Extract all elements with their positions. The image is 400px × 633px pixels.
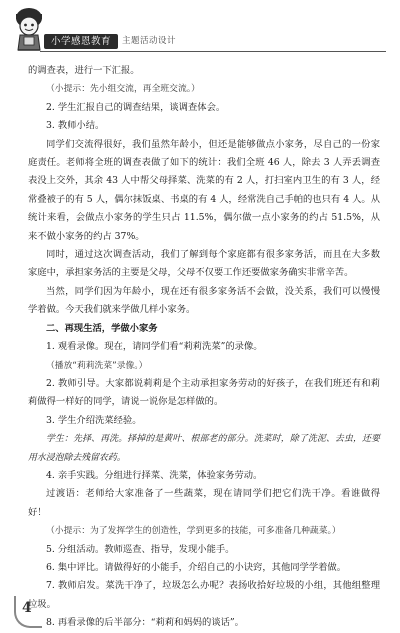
page-number: 4 [22, 600, 32, 616]
transition-text: 过渡语：老师给大家准备了一些蔬菜，现在请同学们把它们洗干净。看谁做得好！ [28, 488, 380, 518]
step-item: 3. 教师小结。 [46, 120, 105, 132]
paragraph: 同时，通过这次调查活动，我们了解到每个家庭都有很多家务活，而且在大多数家庭中，承担家务活的主要是父母，父母不仅要工作还要做家务确实非常辛苦。 [28, 249, 380, 279]
section-heading: 二、再现生活，学做小家务 [46, 322, 158, 334]
header-title: 小学感恩教育 [44, 34, 118, 49]
student-answer: 学生：先择、再洗。择掉的是黄叶、根部老的部分。洗菜时，除了洗泥、去虫，还要用水浸泡除去残留农药。 [28, 434, 380, 463]
page-body [28, 62, 380, 633]
paragraph: 当然，同学们因为年龄小，现在还有很多家务活不会做，没关系，我们可以慢慢学着做。今天我们就来学做几样小家务。 [28, 285, 380, 316]
step-item: 4. 亲手实践。分组进行择菜、洗菜，体验家务劳动。 [46, 469, 263, 481]
step-item: 2. 教师引导。大家都说莉莉是个主动承担家务劳动的好孩子，在我们班还有和莉莉做得一样好的同学，请说一说你是怎样做的。 [28, 377, 380, 408]
tip-note: （小提示：先小组交流，再全班交流。） [46, 84, 200, 95]
tip-note: （小提示：为了发挥学生的创造性，学到更多的技能，可多准备几种蔬菜。） [46, 526, 341, 537]
page-header [0, 0, 400, 58]
step-item: 7. 教师启发。菜洗干净了，垃圾怎么办呢？表扬收拾好垃圾的小组，其他组整理垃圾。 [28, 580, 380, 610]
step-item: 3. 学生介绍洗菜经验。 [46, 414, 142, 426]
paragraph: 同学们交流得很好，我们虽然年龄小，但还是能够做点小家务，尽自己的一份家庭责任。老师将全班的调查表做了如下的统计：我们全班 46 人，除去 3 人弄丢调查表没上交外，其余 43 人中帮父母择菜、洗菜的有 2 人，打扫室内卫生的有 3 人，经常叠被子的有 5 人，偶尔抹饭桌、书桌的有 4 人，经常洗自己手帕的也只有 4 人。从统计来看，会做点小家务的学生只占 11.5%，偶尔做一点小家务的约占 51.5%，从来不做小家务的约占 37%。 [28, 138, 380, 242]
header-subtitle: 主题活动设计 [122, 36, 177, 46]
step-item: 6. 集中评比。请做得好的小能手，介绍自己的小诀窍，其他同学学着做。 [46, 561, 347, 573]
header-divider [40, 51, 386, 52]
step-item: 2. 学生汇报自己的调查结果，谈调查体会。 [46, 101, 226, 113]
tip-note: （播放“莉莉洗菜”录像。） [46, 360, 148, 371]
step-item: 8. 再看录像的后半部分：“莉莉和妈妈的谈话”。 [46, 617, 244, 629]
paragraph: 的调查表，进行一下汇报。 [28, 65, 140, 76]
mascot-logo [12, 4, 46, 54]
step-item: 5. 分组活动。教师巡查、指导，发现小能手。 [46, 543, 235, 555]
step-item: 1. 观看录像。现在，请同学们看“莉莉洗菜”的录像。 [46, 341, 263, 353]
